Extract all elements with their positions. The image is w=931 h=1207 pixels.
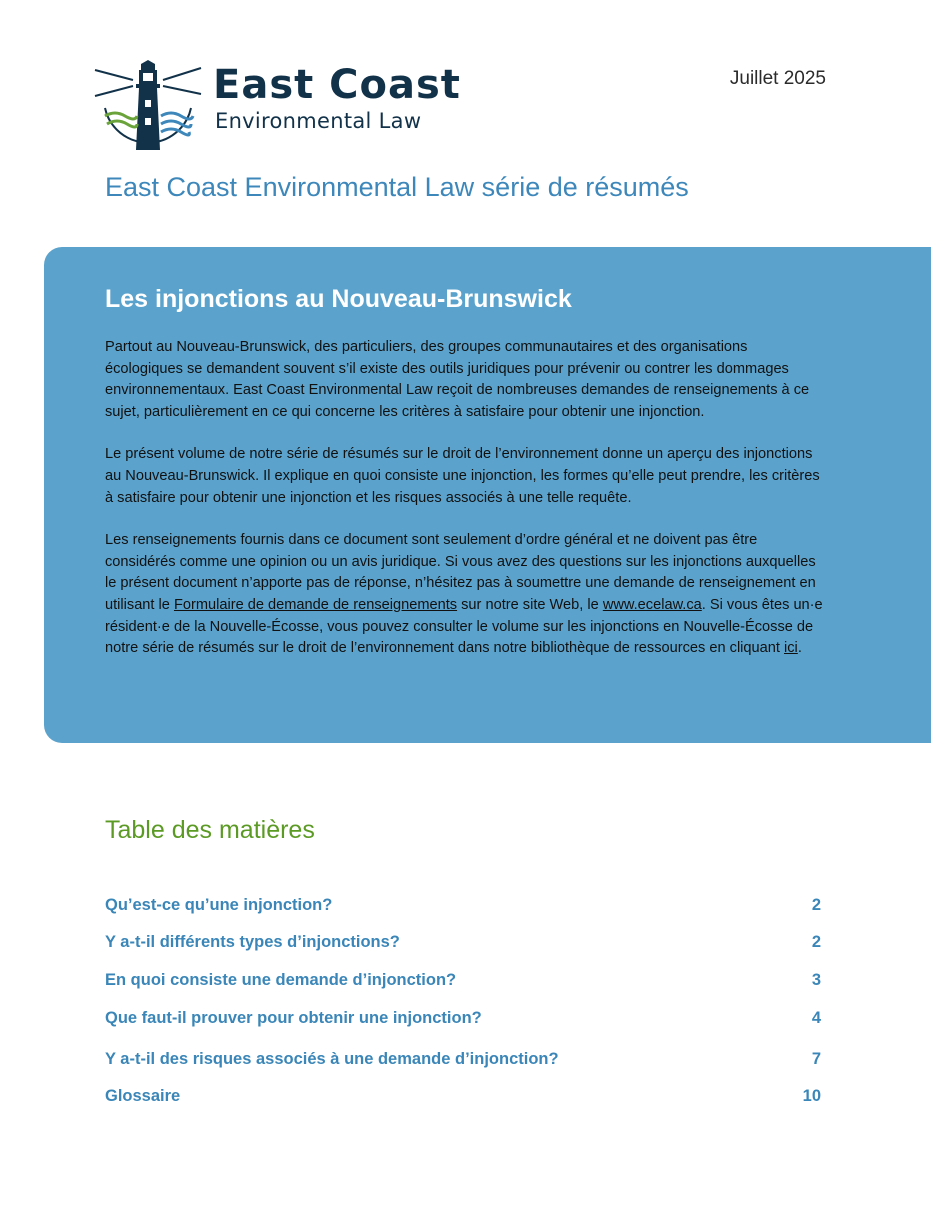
ecel-logo bbox=[93, 60, 463, 152]
inquiry-form-link[interactable]: Formulaire de demande de renseignements bbox=[173, 596, 458, 613]
lighthouse-logo-icon bbox=[93, 60, 205, 152]
intro-paragraph-1: Partout au Nouveau-Brunswick, des particuliers, des groupes communautaires et des organisations écologiques se demandent souvent s’il existe des outils juridiques pour prévenir ou contrer les dommages environnementaux. East Coast Environmental Law reçoit de nombreuses demandes de renseignements à ce sujet, particulièrement en ce qui concerne les critères à satisfaire pour obtenir une injonction. bbox=[105, 339, 810, 420]
website-link[interactable]: www.ecelaw.ca bbox=[602, 596, 702, 613]
toc-entry-label: En quoi consiste une demande d’injonction? bbox=[105, 970, 457, 989]
toc-entry[interactable] bbox=[105, 1047, 821, 1071]
toc-entry[interactable] bbox=[105, 1006, 821, 1030]
toc-entry-page: 7 bbox=[811, 1049, 821, 1068]
toc-entry-label: Que faut-il prouver pour obtenir une injonction? bbox=[105, 1008, 482, 1027]
toc-entry-label: Glossaire bbox=[105, 1086, 181, 1105]
toc-entry[interactable] bbox=[105, 1084, 821, 1108]
logo-subtitle: Environmental Law bbox=[215, 109, 422, 133]
toc-entry-page: 2 bbox=[811, 895, 821, 914]
toc-entry-page: 4 bbox=[811, 1008, 821, 1027]
toc-entry-page: 10 bbox=[802, 1086, 821, 1105]
toc-entry-label: Y a-t-il différents types d’injonctions? bbox=[105, 932, 400, 951]
toc-entry-page: 2 bbox=[811, 932, 821, 951]
toc-entry[interactable] bbox=[105, 930, 821, 954]
toc-entry[interactable] bbox=[105, 968, 821, 992]
toc-entry-label: Qu’est-ce qu’une injonction? bbox=[105, 895, 333, 914]
publication-date: Juillet 2025 bbox=[729, 68, 826, 89]
series-title: East Coast Environmental Law série de résumés bbox=[105, 172, 689, 202]
toc-entry-page: 3 bbox=[811, 970, 821, 989]
resource-library-link[interactable]: ici bbox=[784, 640, 798, 657]
intro-paragraph-2: Le présent volume de notre série de résumés sur le droit de l’environnement donne un aperçu des injonctions au Nouveau-Brunswick. Il explique en quoi consiste une injonction, les formes qu’elle peut prendre, les critères à satisfaire pour obtenir une injonction et les risques associés à une telle requête. bbox=[105, 446, 820, 506]
p3-text-c: . Si vous êtes un·e résident·e de la Nouvelle-Écosse, vous pouvez consulter le volume sur les injonctions en Nouvelle-Écosse de notre série de résumés sur le droit de l’environnement dans notre bibliothèque de ressources en cliquant bbox=[105, 596, 823, 657]
p3-text-d: . bbox=[797, 640, 802, 657]
p3-text-b: sur notre site Web, le bbox=[457, 596, 603, 613]
p3-text-a: Les renseignements fournis dans ce document sont seulement d’ordre général et ne doivent pas être considérés comme une opinion ou un avis juridique. Si vous avez des questions sur les injonctions auxquelles le présent document n’apporte pas de réponse, n’hésitez pas à soumettre une demande de renseignement en utilisant le bbox=[105, 532, 816, 613]
toc-entry-label: Y a-t-il des risques associés à une demande d’injonction? bbox=[105, 1049, 559, 1068]
toc-title: Table des matières bbox=[105, 816, 315, 844]
intro-paragraph-3 bbox=[105, 530, 827, 660]
document-title: Les injonctions au Nouveau-Brunswick bbox=[105, 285, 572, 313]
logo-name: East Coast bbox=[213, 62, 461, 108]
intro-panel bbox=[44, 247, 931, 743]
toc-entry[interactable] bbox=[105, 893, 821, 917]
